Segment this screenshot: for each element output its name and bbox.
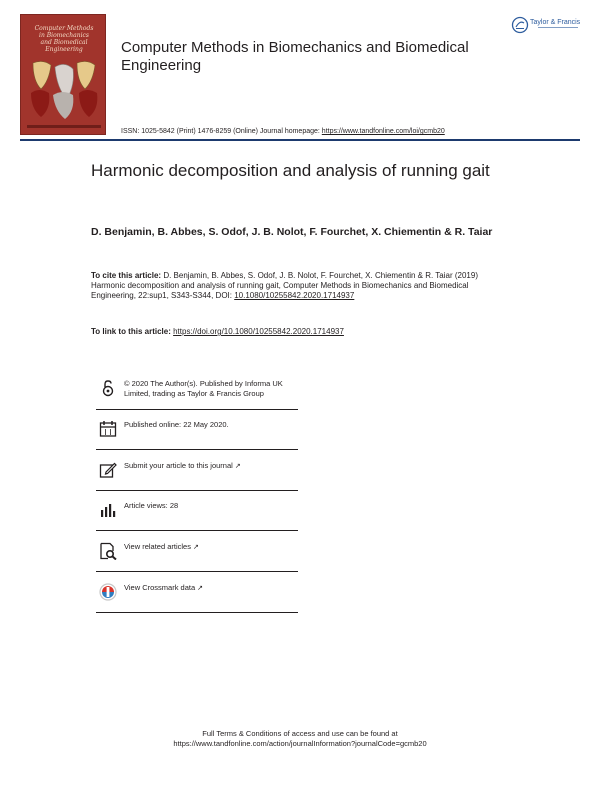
cover-strip bbox=[27, 125, 101, 128]
related-articles-text: View related articles bbox=[124, 542, 191, 551]
cover-heart-illustration bbox=[27, 59, 101, 121]
cite-doi-link[interactable]: 10.1080/10255842.2020.1714937 bbox=[234, 291, 355, 300]
row-divider bbox=[96, 449, 298, 450]
article-title: Harmonic decomposition and analysis of running gait bbox=[91, 161, 490, 180]
citation-block bbox=[91, 271, 511, 301]
publisher-logo-subline bbox=[538, 27, 578, 28]
external-link-icon: ↗ bbox=[197, 585, 204, 592]
row-divider bbox=[96, 490, 298, 491]
open-access-text: © 2020 The Author(s). Published by Informa UK Limited, trading as Taylor & Francis Group bbox=[124, 379, 283, 398]
cite-label: To cite this article: bbox=[91, 271, 162, 280]
row-divider bbox=[96, 409, 298, 410]
journal-cover-image bbox=[20, 14, 106, 135]
header-divider bbox=[20, 139, 580, 141]
open-access-icon bbox=[99, 379, 117, 397]
crossmark-icon bbox=[99, 583, 117, 601]
publisher-logo-text: Taylor & Francis bbox=[530, 19, 581, 26]
bar-chart-icon bbox=[99, 501, 117, 519]
cite-text: D. Benjamin, B. Abbes, S. Odof, J. B. Nolot, F. Fourchet, X. Chiementin & R. Taiar (2019) Harmonic decomposition and analysis of running gait, Computer Methods in Biomechanics and Biomedical Engineering, 22:sup1, S343-S344, DOI: bbox=[91, 271, 478, 300]
crossmark-text: View Crossmark data bbox=[124, 583, 196, 592]
row-divider bbox=[96, 530, 298, 531]
published-online-text: Published online: 22 May 2020. bbox=[124, 420, 229, 429]
article-authors: D. Benjamin, B. Abbes, S. Odof, J. B. Nolot, F. Fourchet, X. Chiementin & R. Taiar bbox=[91, 226, 493, 238]
issn-line bbox=[121, 128, 445, 135]
cover-title: Computer Methods in Biomechanics and Biomedical Engineering bbox=[34, 25, 94, 53]
taylor-francis-logo-icon bbox=[511, 16, 529, 34]
submit-pencil-icon bbox=[99, 461, 117, 479]
submit-article-link[interactable] bbox=[124, 461, 302, 472]
footer-terms-link[interactable]: https://www.tandfonline.com/action/journalInformation?journalCode=gcmb20 bbox=[173, 739, 427, 748]
publisher-logo[interactable] bbox=[511, 16, 581, 38]
external-link-icon: ↗ bbox=[192, 544, 199, 551]
link-label: To link to this article: bbox=[91, 327, 174, 336]
footer-terms-text: Full Terms & Conditions of access and use can be found at bbox=[202, 729, 398, 738]
article-doi-link[interactable]: https://doi.org/10.1080/10255842.2020.1714937 bbox=[173, 327, 344, 336]
journal-name: Computer Methods in Biomechanics and Biomedical Engineering bbox=[121, 39, 469, 74]
external-link-icon: ↗ bbox=[234, 463, 241, 470]
search-document-icon bbox=[99, 542, 117, 560]
crossmark-link[interactable] bbox=[124, 583, 302, 594]
article-link-line bbox=[91, 327, 511, 336]
issn-text: ISSN: 1025-5842 (Print) 1476-8259 (Online) Journal homepage: bbox=[121, 128, 322, 135]
calendar-icon bbox=[99, 420, 117, 438]
article-views-text: Article views: 28 bbox=[124, 501, 179, 510]
journal-homepage-link[interactable]: https://www.tandfonline.com/loi/gcmb20 bbox=[321, 128, 445, 135]
footer bbox=[100, 729, 500, 749]
submit-article-text: Submit your article to this journal bbox=[124, 461, 233, 470]
row-divider bbox=[96, 571, 298, 572]
related-articles-link[interactable] bbox=[124, 542, 302, 553]
row-divider bbox=[96, 612, 298, 613]
